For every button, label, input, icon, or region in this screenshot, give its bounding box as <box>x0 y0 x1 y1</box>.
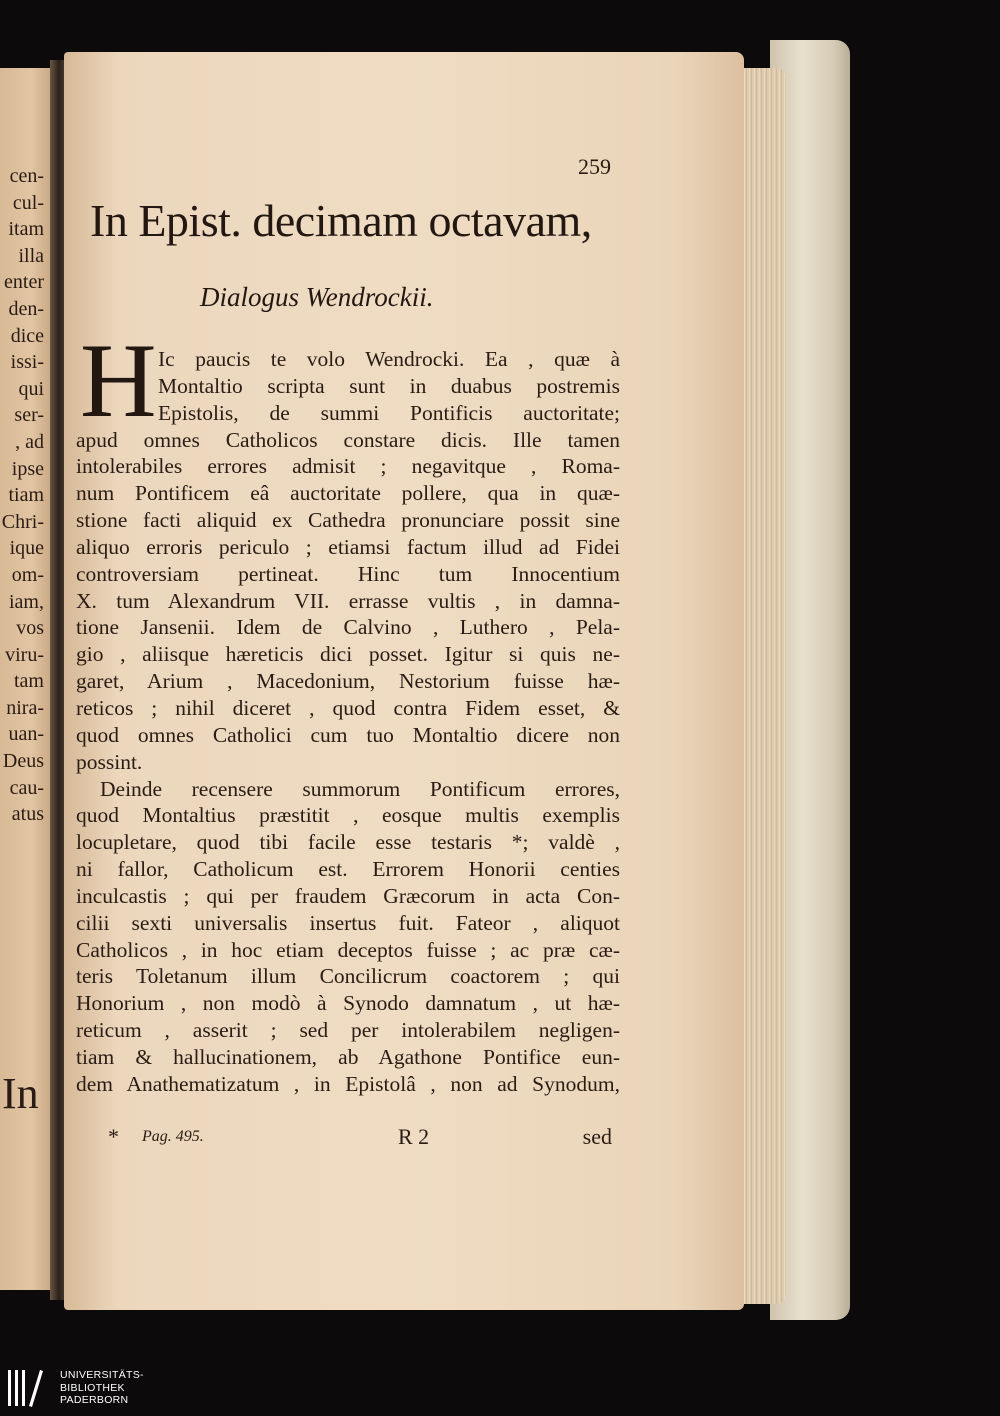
left-line: illa <box>18 244 44 267</box>
left-line: om- <box>11 563 44 586</box>
text-line: ni fallor, Catholicum est. Errorem Honorii centies <box>76 857 620 882</box>
left-line: vos <box>16 617 44 640</box>
text-line: Catholicos , in hoc etiam deceptos fuisse ; ac præ cæ- <box>76 937 620 962</box>
footnote-reference: Pag. 495. <box>142 1128 204 1145</box>
left-line: dice <box>10 324 44 347</box>
text-line: tione Jansenii. Idem de Calvino , Luthero , Pela- <box>76 615 620 640</box>
text-line: Epistolis, de summi Pontificis auctoritate; <box>158 400 620 425</box>
text-line: intolerabiles errores admisit ; negavitque , Roma- <box>76 454 620 479</box>
text-line: gio , aliisque hæreticis dici posset. Igitur si quis ne- <box>76 642 620 667</box>
left-line: enter <box>4 271 44 294</box>
text-line: quod omnes Catholici cum tuo Montaltio dicere non <box>76 722 620 747</box>
text-line: controversiam pertineat. Hinc tum Innocentium <box>76 561 620 586</box>
left-line: itam <box>8 218 44 241</box>
page-number: 259 <box>578 154 611 179</box>
page-subtitle: Dialogus Wendrockii. <box>200 282 434 312</box>
body-text <box>76 346 620 1098</box>
page-edges-stack <box>738 68 786 1304</box>
left-line: cul- <box>12 191 44 214</box>
left-line: cau- <box>9 776 44 799</box>
text-line: Montaltio scripta sunt in duabus postremis <box>158 373 620 398</box>
left-line: ipse <box>11 457 44 480</box>
footnote-mark: * <box>108 1124 119 1149</box>
left-line: issi- <box>10 351 44 374</box>
text-line: locupletare, quod tibi facile esse testaris *; valdè , <box>76 830 620 855</box>
text-line: dem Anathematizatum , in Epistolâ , non ad Synodum, <box>76 1071 620 1096</box>
left-line: nira- <box>6 696 44 719</box>
page-footer <box>108 1124 612 1154</box>
left-page-fragment <box>0 68 52 1290</box>
text-line: reticum , asserit ; sed per intolerabilem negligen- <box>76 1018 620 1043</box>
left-line: Chri- <box>1 510 44 533</box>
text-line: apud omnes Catholicos constare dicis. Ille tamen <box>76 427 620 452</box>
left-line: uan- <box>8 723 44 746</box>
library-logo-text <box>60 1369 144 1407</box>
text-line: quod Montaltius præstitit , eosque multis exemplis <box>76 803 620 828</box>
text-line: inculcastis ; qui per fraudem Græcorum in acta Con- <box>76 883 620 908</box>
logo-line: UNIVERSITÄTS- <box>60 1369 144 1381</box>
text-line: stione facti aliquid ex Cathedra pronunciare possit sine <box>76 508 620 533</box>
left-line: qui <box>18 377 44 400</box>
left-line: tam <box>14 670 44 693</box>
left-line: cen- <box>9 165 44 187</box>
logo-line: PADERBORN <box>60 1394 129 1406</box>
catchword: sed <box>582 1124 612 1149</box>
drop-cap: H <box>80 322 157 439</box>
text-line: Honorium , non modò à Synodo damnatum , ut hæ- <box>76 991 620 1016</box>
left-line: Deus <box>2 750 44 773</box>
text-line: tiam & hallucinationem, ab Agathone Pontifice eun- <box>76 1044 620 1069</box>
left-line: iam, <box>9 590 44 613</box>
text-line: possint. <box>76 749 143 774</box>
left-line: ique <box>9 537 44 560</box>
left-line: , ad <box>15 430 44 453</box>
signature-mark: R 2 <box>398 1124 430 1149</box>
text-line: X. tum Alexandrum VII. errasse vultis , in damna- <box>76 588 620 613</box>
left-page-lines <box>0 163 44 828</box>
library-logo <box>6 1366 166 1410</box>
left-line: atus <box>11 803 44 826</box>
library-logo-icon <box>6 1366 50 1410</box>
text-line: num Pontificem eâ auctoritate pollere, qua in quæ- <box>76 481 620 506</box>
left-line: tiam <box>8 484 44 507</box>
left-line: viru- <box>5 643 44 666</box>
text-line: Ic paucis te volo Wendrocki. Ea , quæ à <box>158 347 620 371</box>
left-page-catchword: In <box>2 1069 39 1118</box>
page-title: In Epist. decimam octavam, <box>90 195 592 246</box>
text-line: aliquo erroris periculo ; etiamsi factum illud ad Fidei <box>76 534 620 559</box>
text-line: garet, Arium , Macedonium, Nestorium fuisse hæ- <box>76 669 620 694</box>
logo-line: BIBLIOTHEK <box>60 1381 125 1394</box>
text-line: cilii sexti universalis insertus fuit. Fateor , aliquot <box>76 910 620 935</box>
left-line: den- <box>8 297 44 320</box>
text-line: reticos ; nihil diceret , quod contra Fidem esset, & <box>76 695 620 720</box>
text-line: teris Toletanum illum Concilicrum coactorem ; qui <box>76 964 620 989</box>
left-line: ser- <box>14 404 44 427</box>
text-line: Deinde recensere summorum Pontificum errores, <box>100 776 620 801</box>
